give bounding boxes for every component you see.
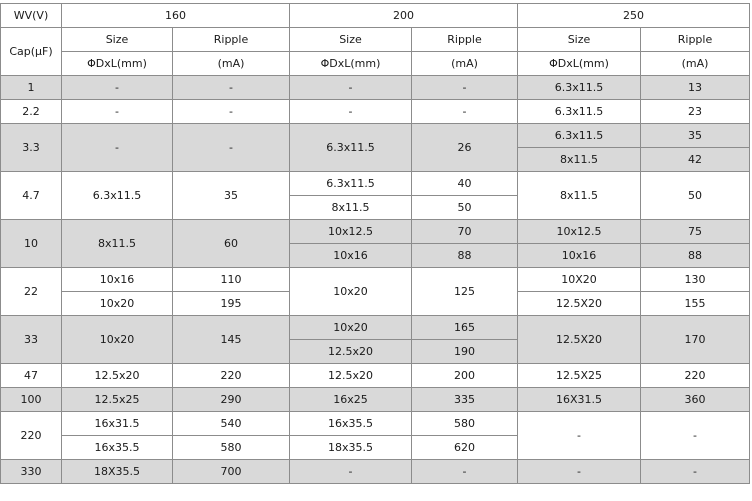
ripple-label-250: Ripple <box>641 28 750 52</box>
size-cell: 10x12.5 <box>518 220 641 244</box>
size-cell: 18X35.5 <box>62 460 173 484</box>
ripple-cell: 88 <box>641 244 750 268</box>
size-cell: 18x35.5 <box>290 436 412 460</box>
voltage-200: 200 <box>290 4 518 28</box>
size-label-160: Size <box>62 28 173 52</box>
size-cell: 10x16 <box>290 244 412 268</box>
size-unit-250: ΦDxL(mm) <box>518 52 641 76</box>
size-cell: 12.5x20 <box>62 364 173 388</box>
size-cell: 6.3x11.5 <box>290 172 412 196</box>
size-cell: 16x35.5 <box>62 436 173 460</box>
ripple-cell: - <box>412 100 518 124</box>
ripple-cell: - <box>173 124 290 172</box>
cap-value: 33 <box>1 316 62 364</box>
size-cell: - <box>290 100 412 124</box>
table-row <box>1 460 750 484</box>
size-cell: 6.3x11.5 <box>62 172 173 220</box>
wv-label: WV(V) <box>1 4 62 28</box>
cap-value: 330 <box>1 460 62 484</box>
size-cell: 10X20 <box>518 268 641 292</box>
ripple-cell: 23 <box>641 100 750 124</box>
size-cell: - <box>518 412 641 460</box>
size-cell: 8x11.5 <box>518 172 641 220</box>
ripple-cell: 50 <box>412 196 518 220</box>
ripple-cell: 170 <box>641 316 750 364</box>
ripple-unit-160: (mA) <box>173 52 290 76</box>
table-row <box>1 100 750 124</box>
size-cell: 16x31.5 <box>62 412 173 436</box>
ripple-cell: - <box>173 76 290 100</box>
ripple-cell: 580 <box>412 412 518 436</box>
size-label-250: Size <box>518 28 641 52</box>
ripple-label-160: Ripple <box>173 28 290 52</box>
size-cell: - <box>62 76 173 100</box>
ripple-cell: 200 <box>412 364 518 388</box>
ripple-cell: 125 <box>412 268 518 316</box>
cap-value: 22 <box>1 268 62 316</box>
size-cell: 6.3x11.5 <box>518 76 641 100</box>
ripple-cell: 155 <box>641 292 750 316</box>
ripple-cell: 60 <box>173 220 290 268</box>
size-cell: 10x20 <box>62 292 173 316</box>
capacitor-spec-table <box>0 3 750 484</box>
table-row <box>1 316 750 340</box>
size-cell: 12.5X20 <box>518 316 641 364</box>
cap-value: 4.7 <box>1 172 62 220</box>
ripple-cell: 190 <box>412 340 518 364</box>
ripple-cell: 40 <box>412 172 518 196</box>
ripple-cell: - <box>641 460 750 484</box>
ripple-cell: 35 <box>641 124 750 148</box>
ripple-cell: 580 <box>173 436 290 460</box>
table-row <box>1 412 750 436</box>
voltage-header-row <box>1 4 750 28</box>
ripple-cell: 195 <box>173 292 290 316</box>
ripple-cell: - <box>641 412 750 460</box>
size-cell: 6.3x11.5 <box>518 124 641 148</box>
ripple-unit-250: (mA) <box>641 52 750 76</box>
ripple-cell: 290 <box>173 388 290 412</box>
size-cell: 10x20 <box>290 316 412 340</box>
ripple-cell: - <box>412 460 518 484</box>
cap-label: Cap(μF) <box>1 28 62 76</box>
table-row <box>1 364 750 388</box>
ripple-cell: 220 <box>173 364 290 388</box>
size-unit-160: ΦDxL(mm) <box>62 52 173 76</box>
column-header-row <box>1 28 750 52</box>
cap-value: 10 <box>1 220 62 268</box>
size-cell: 8x11.5 <box>62 220 173 268</box>
size-cell: 16X31.5 <box>518 388 641 412</box>
size-cell: 8x11.5 <box>518 148 641 172</box>
unit-header-row <box>1 52 750 76</box>
ripple-cell: 130 <box>641 268 750 292</box>
size-cell: 12.5X20 <box>518 292 641 316</box>
size-cell: 10x16 <box>62 268 173 292</box>
ripple-cell: 35 <box>173 172 290 220</box>
size-cell: - <box>518 460 641 484</box>
size-cell: 6.3x11.5 <box>518 100 641 124</box>
cap-value: 3.3 <box>1 124 62 172</box>
table-row <box>1 388 750 412</box>
size-unit-200: ΦDxL(mm) <box>290 52 412 76</box>
cap-value: 2.2 <box>1 100 62 124</box>
ripple-cell: 13 <box>641 76 750 100</box>
size-cell: - <box>62 124 173 172</box>
voltage-250: 250 <box>518 4 750 28</box>
ripple-cell: 70 <box>412 220 518 244</box>
size-cell: 10x20 <box>62 316 173 364</box>
ripple-cell: 145 <box>173 316 290 364</box>
table-row <box>1 124 750 148</box>
table-row <box>1 268 750 292</box>
size-cell: 16x35.5 <box>290 412 412 436</box>
ripple-cell: 700 <box>173 460 290 484</box>
size-cell: - <box>290 76 412 100</box>
size-cell: 12.5x20 <box>290 364 412 388</box>
cap-value: 220 <box>1 412 62 460</box>
ripple-cell: 165 <box>412 316 518 340</box>
ripple-cell: 110 <box>173 268 290 292</box>
ripple-cell: 335 <box>412 388 518 412</box>
ripple-label-200: Ripple <box>412 28 518 52</box>
size-cell: 6.3x11.5 <box>290 124 412 172</box>
ripple-cell: 42 <box>641 148 750 172</box>
ripple-cell: 540 <box>173 412 290 436</box>
ripple-unit-200: (mA) <box>412 52 518 76</box>
ripple-cell: 88 <box>412 244 518 268</box>
table-row <box>1 172 750 196</box>
table-row <box>1 76 750 100</box>
cap-value: 47 <box>1 364 62 388</box>
size-cell: 16x25 <box>290 388 412 412</box>
size-cell: - <box>62 100 173 124</box>
size-cell: 12.5x20 <box>290 340 412 364</box>
size-cell: 12.5x25 <box>62 388 173 412</box>
ripple-cell: 220 <box>641 364 750 388</box>
size-cell: 10x20 <box>290 268 412 316</box>
ripple-cell: - <box>412 76 518 100</box>
voltage-160: 160 <box>62 4 290 28</box>
cap-value: 1 <box>1 76 62 100</box>
ripple-cell: - <box>173 100 290 124</box>
size-cell: 12.5X25 <box>518 364 641 388</box>
ripple-cell: 620 <box>412 436 518 460</box>
size-cell: 8x11.5 <box>290 196 412 220</box>
ripple-cell: 26 <box>412 124 518 172</box>
table-row <box>1 220 750 244</box>
ripple-cell: 50 <box>641 172 750 220</box>
size-cell: - <box>290 460 412 484</box>
ripple-cell: 75 <box>641 220 750 244</box>
ripple-cell: 360 <box>641 388 750 412</box>
cap-value: 100 <box>1 388 62 412</box>
size-label-200: Size <box>290 28 412 52</box>
size-cell: 10x12.5 <box>290 220 412 244</box>
size-cell: 10x16 <box>518 244 641 268</box>
